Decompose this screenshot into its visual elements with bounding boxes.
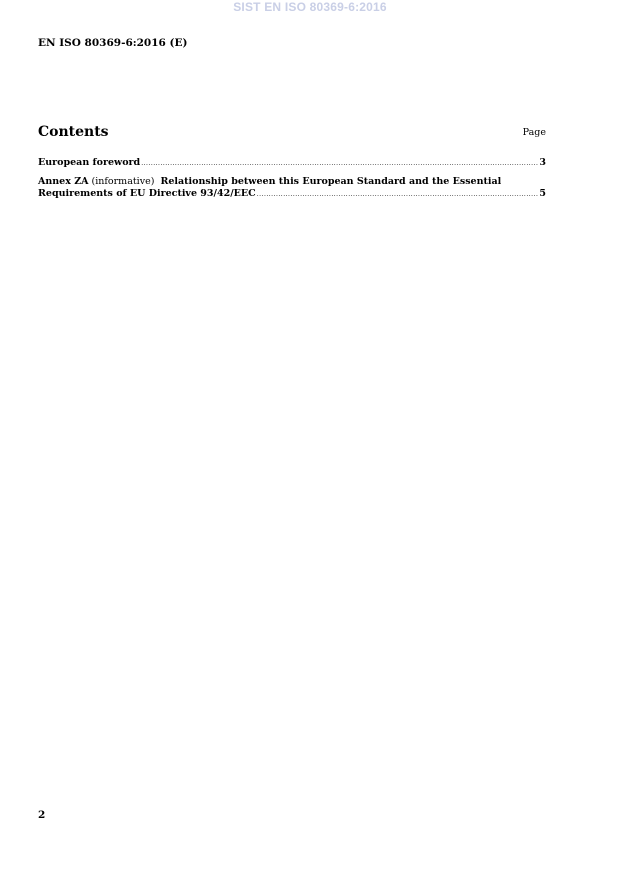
- toc-entry-page: 3: [539, 157, 546, 168]
- toc-entry-title[interactable]: European foreword: [38, 157, 141, 168]
- watermark: SIST EN ISO 80369-6:2016: [233, 0, 387, 14]
- toc-entry-page: 5: [539, 188, 546, 199]
- document-identifier: EN ISO 80369-6:2016 (E): [38, 37, 188, 49]
- toc-entry-title-line2[interactable]: Requirements of EU Directive 93/42/EEC: [38, 188, 256, 199]
- toc-entry-european-foreword[interactable]: [38, 157, 546, 170]
- toc-annex-qualifier: (informative): [91, 176, 155, 187]
- toc-entry-title-line1[interactable]: Relationship between this European Standard and the Essential: [160, 176, 502, 187]
- dot-leader: [257, 189, 539, 201]
- table-of-contents: [38, 157, 546, 201]
- contents-heading: Contents: [38, 124, 109, 140]
- page-column-label: Page: [522, 127, 546, 138]
- toc-annex-label[interactable]: Annex ZA: [38, 176, 89, 187]
- toc-entry-annex-za[interactable]: [38, 176, 546, 201]
- dot-leader: [141, 158, 538, 170]
- page-number: 2: [38, 809, 46, 821]
